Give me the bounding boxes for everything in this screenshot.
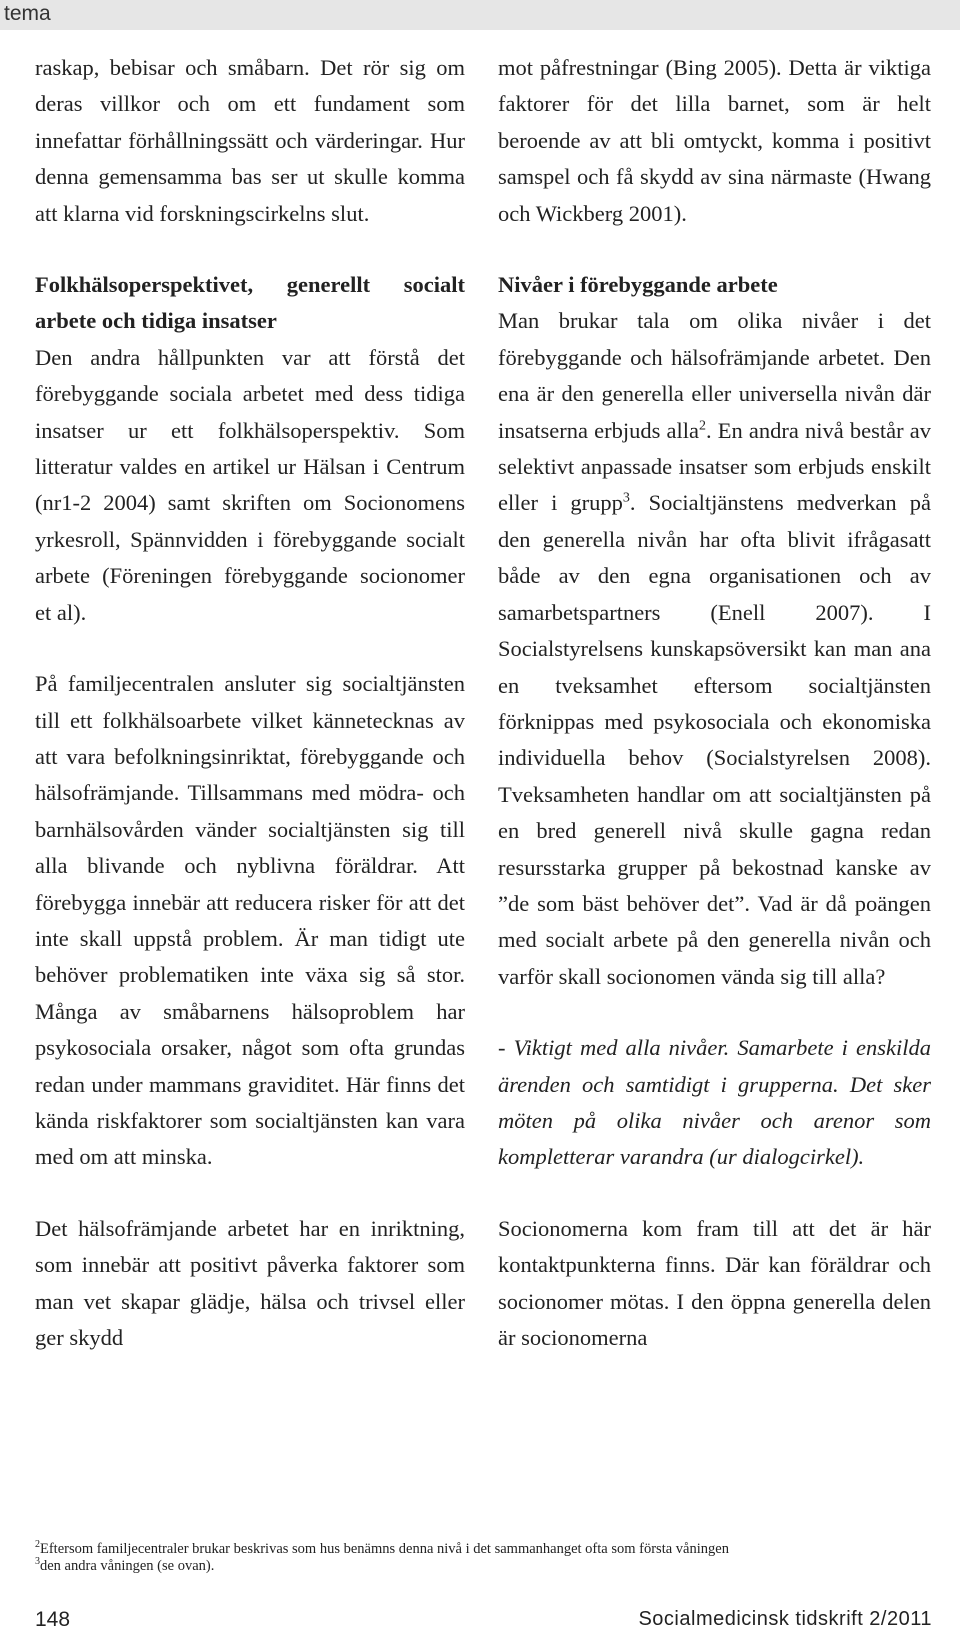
section-heading-folkhalsoperspektivet: Folkhälsoperspektivet, generellt socialt arbete och tidiga insatser [35, 272, 465, 334]
right-column [498, 50, 931, 1356]
footnote-2-text: Eftersom familjecentraler brukar beskrivas som hus benämns denna nivå i det sammanhanget ofta som första våningen [40, 1541, 729, 1557]
section-tag: tema [4, 2, 51, 25]
section-heading-nivaer: Nivåer i förebyggande arbete [498, 272, 778, 298]
journal-name: Socialmedicinsk tidskrift 2/2011 [638, 1608, 932, 1630]
right-paragraph-1: mot påfrestningar (Bing 2005). Detta är viktiga faktorer för det lilla barnet, som är helt beroende av att bli omtyckt, komma i positivt samspel och få skydd av sina närmaste (Hwang och Wickberg 2001). [498, 55, 931, 226]
left-paragraph-1: raskap, bebisar och småbarn. Det rör sig om deras villkor och om ett fundament som innefattar förhållningssätt och värderingar. Hur denna gemensamma bas ser ut skulle komma att klarna vid forskningscirkelns slut. [35, 55, 465, 226]
right-section [498, 267, 931, 995]
footnote-2 [35, 1541, 935, 1558]
left-section [35, 267, 465, 631]
footnote-2-mark: 2 [35, 1539, 40, 1551]
left-paragraph-4: Det hälsofrämjande arbetet har en inriktning, som innebär att positivt påverka faktorer som man vet skapar glädje, hälsa och trivsel eller ger skydd [35, 1215, 465, 1350]
footnote-3-text: den andra våningen (se ovan). [40, 1558, 215, 1574]
right-paragraph-2c: . Socialtjänstens medverkan på den generella nivån har ofta blivit ifrågasatt både av den egna organisationen och av samarbetspartners (Enell 2007). I Socialstyrelsens kunskapsöversikt kan man ana en tveksamhet eftersom socialtjänsten förknippas med psykosociala och ekonomiska individuella behov (Socialstyrelsen 2008). Tveksamheten handlar om att socialtjänsten på en bred generell nivå skulle gagna redan resursstarka grupper på bekostnad kanske av ”de som bäst behöver det”. Vad är då poängen med socialt arbete på den generella nivån och varför skall socionomen vända sig till alla? [498, 490, 931, 989]
right-paragraph-2b: . En andra nivå består av selektivt anpassade insatser som erbjuds enskilt eller i grupp [498, 417, 931, 516]
page-header-bar [0, 0, 960, 30]
footnote-3 [35, 1558, 935, 1575]
left-column [35, 50, 465, 1356]
footnote-ref-3: 3 [622, 490, 630, 506]
footnote-3-mark: 3 [35, 1556, 40, 1568]
page-number: 148 [35, 1608, 71, 1631]
left-paragraph-2: Den andra hållpunkten var att förstå det förebyggande sociala arbetet med dess tidiga insatser ur ett folkhälsoperspektiv. Som litteratur valdes en artikel ur Hälsan i Centrum (nr1-2 2004) samt skriften om Socionomens yrkesroll, Spännvidden i förebyggande socialt arbete (Föreningen förebyggande socionomer et al). [35, 344, 465, 625]
right-paragraph-2a: Man brukar tala om olika nivåer i det förebyggande och hälsofrämjande arbetet. Den ena är den generella eller universella nivån där insatserna erbjuds alla [498, 308, 931, 443]
footnote-ref-2: 2 [698, 418, 706, 434]
dialog-quote: - Viktigt med alla nivåer. Samarbete i enskilda ärenden och samtidigt i grupperna. Det sker möten på olika nivåer och arenor som kompletterar varandra (ur dialogcirkel). [498, 1035, 931, 1170]
right-paragraph-3: Socionomerna kom fram till att det är här kontaktpunkterna finns. Där kan föräldrar och socionomer mötas. I den öppna generella delen är socionomerna [498, 1215, 931, 1350]
left-paragraph-3: På familjecentralen ansluter sig socialtjänsten till ett folkhälsoarbete vilket kännetecknas av att vara befolkningsinriktat, förebyggande och hälsofrämjande. Tillsammans med mödra- och barnhälsovården vänder socialtjänsten sig till alla blivande och nyblivna föräldrar. Att förebygga innebär att reducera risker för att det inte skall uppstå problem. Är man tidigt ute behöver problematiken inte växa sig så stor. Många av småbarnens hälsoproblem har psykosociala orsaker, något som ofta grundas redan under mammans graviditet. Här finns det kända riskfaktorer som socialtjänsten kan vara med om att minska. [35, 671, 465, 1170]
footnotes [35, 1541, 935, 1575]
